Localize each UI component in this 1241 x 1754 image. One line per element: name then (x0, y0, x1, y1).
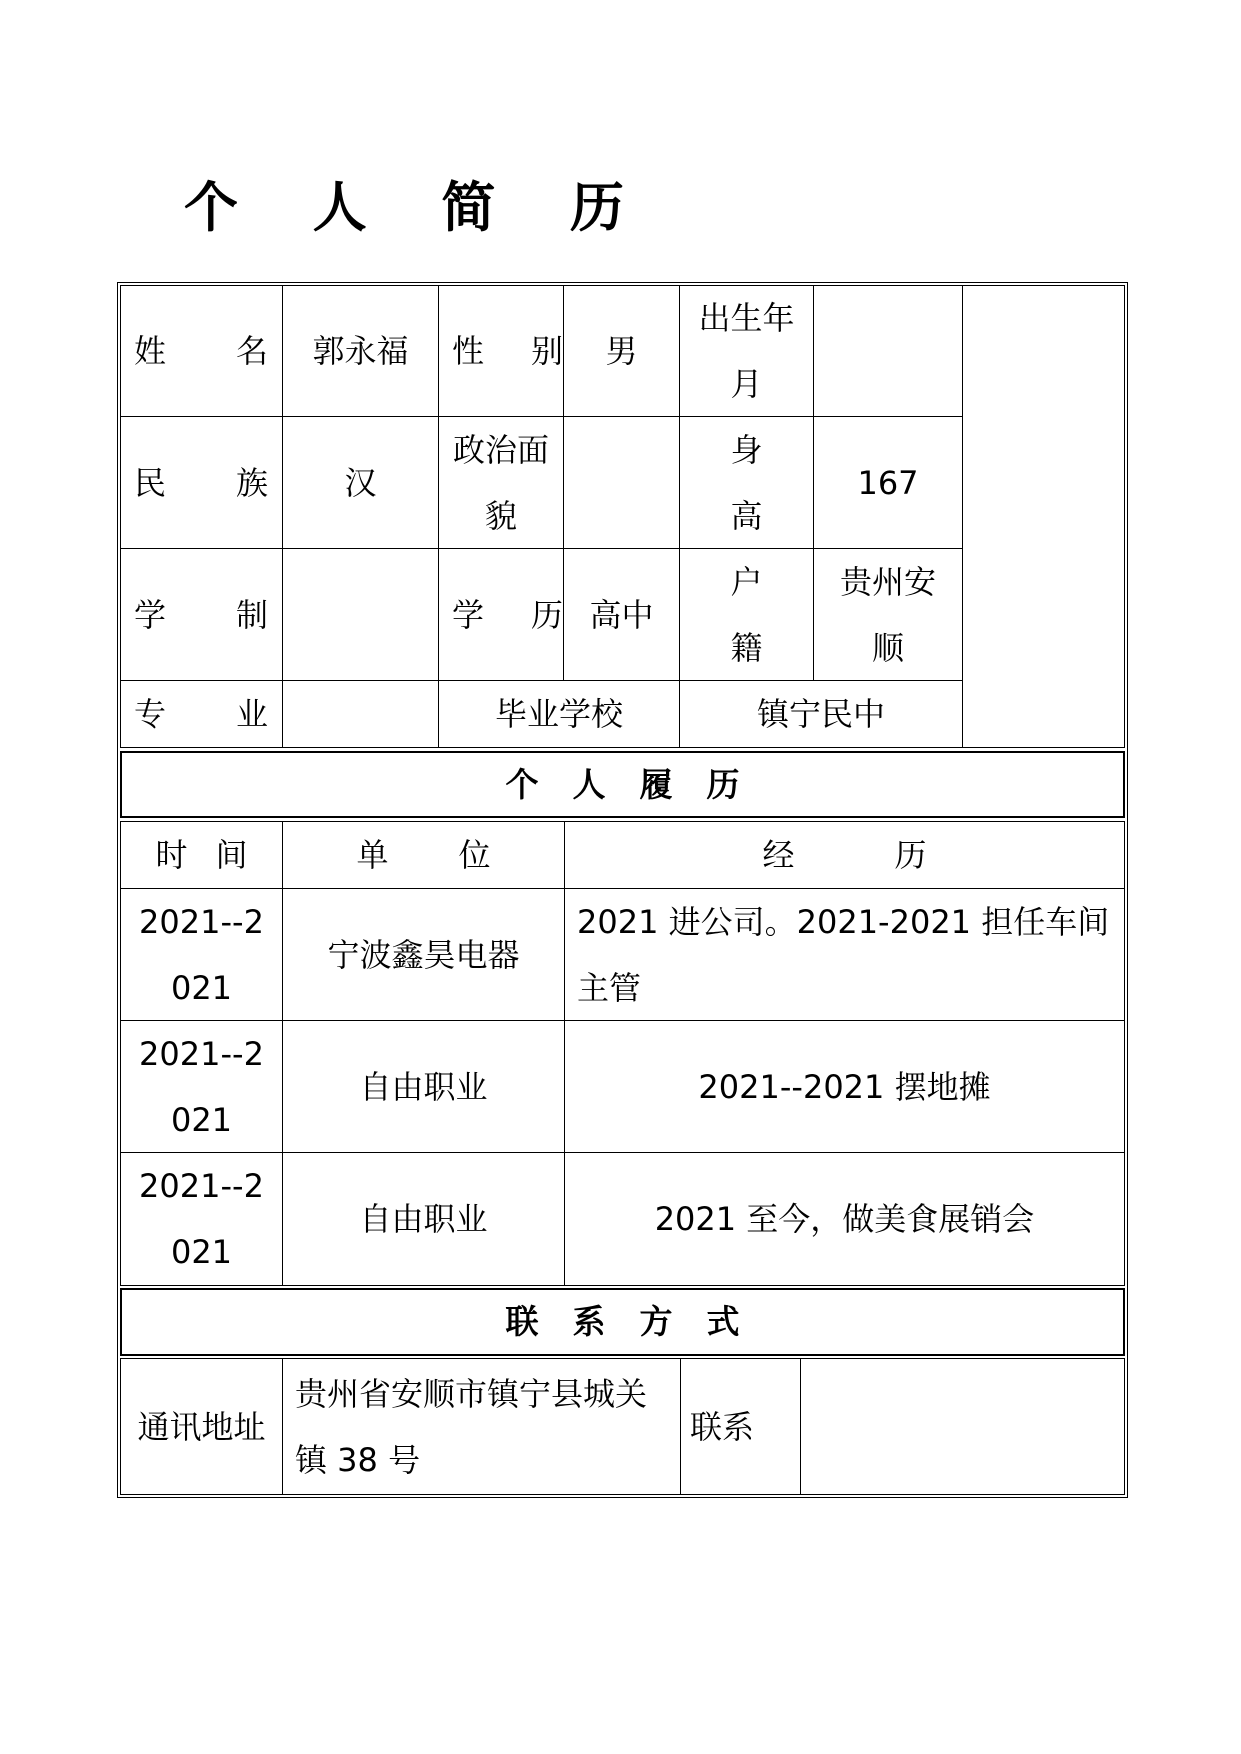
hukou-value: 贵州安顺 (813, 548, 963, 681)
education-label: 学 历 (438, 548, 564, 681)
height-label: 身高 (679, 416, 814, 549)
birth-label: 出生年月 (679, 285, 814, 417)
page-title: 个 人 简 历 (184, 174, 624, 239)
resume-section-heading: 个 人 履 历 (120, 751, 1125, 818)
birth-value (813, 285, 963, 417)
major-label: 专 业 (120, 680, 283, 748)
table-row-time: 2021--2021 (120, 1020, 283, 1153)
table-row-time: 2021--2021 (120, 1152, 283, 1286)
table-row-exp: 2021 进公司。2021-2021 担任车间主管 (564, 888, 1125, 1021)
major-value (282, 680, 439, 748)
hukou-label: 户籍 (679, 548, 814, 681)
schooling-value (282, 548, 439, 681)
gender-label: 性 别 (438, 285, 564, 417)
table-row-time: 2021--2021 (120, 888, 283, 1021)
political-label: 政治面貌 (438, 416, 564, 549)
col-time-header: 时 间 (120, 821, 283, 889)
contact-section-heading: 联 系 方 式 (120, 1288, 1125, 1356)
col-unit-header: 单 位 (282, 821, 565, 889)
table-row-unit: 宁波鑫昊电器 (282, 888, 565, 1021)
political-value (563, 416, 680, 549)
height-value: 167 (813, 416, 963, 549)
ethnic-value: 汉 (282, 416, 439, 549)
school-value: 镇宁民中 (679, 680, 963, 748)
address-value: 贵州省安顺市镇宁县城关镇 38 号 (282, 1358, 681, 1495)
photo-area (962, 285, 1125, 748)
table-row-unit: 自由职业 (282, 1152, 565, 1286)
education-value: 高中 (563, 548, 680, 681)
gender-value: 男 (563, 285, 680, 417)
table-row-unit: 自由职业 (282, 1020, 565, 1153)
table-row-exp: 2021 至今，做美食展销会 (564, 1152, 1125, 1286)
col-exp-header: 经 历 (564, 821, 1125, 889)
table-row-exp: 2021--2021 摆地摊 (564, 1020, 1125, 1153)
address-label: 通讯地址 (120, 1358, 283, 1495)
ethnic-label: 民 族 (120, 416, 283, 549)
name-label: 姓 名 (120, 285, 283, 417)
schooling-label: 学 制 (120, 548, 283, 681)
phone-label: 联系 (680, 1358, 801, 1495)
phone-value (800, 1358, 1125, 1495)
name-value: 郭永福 (282, 285, 439, 417)
school-label: 毕业学校 (438, 680, 680, 748)
